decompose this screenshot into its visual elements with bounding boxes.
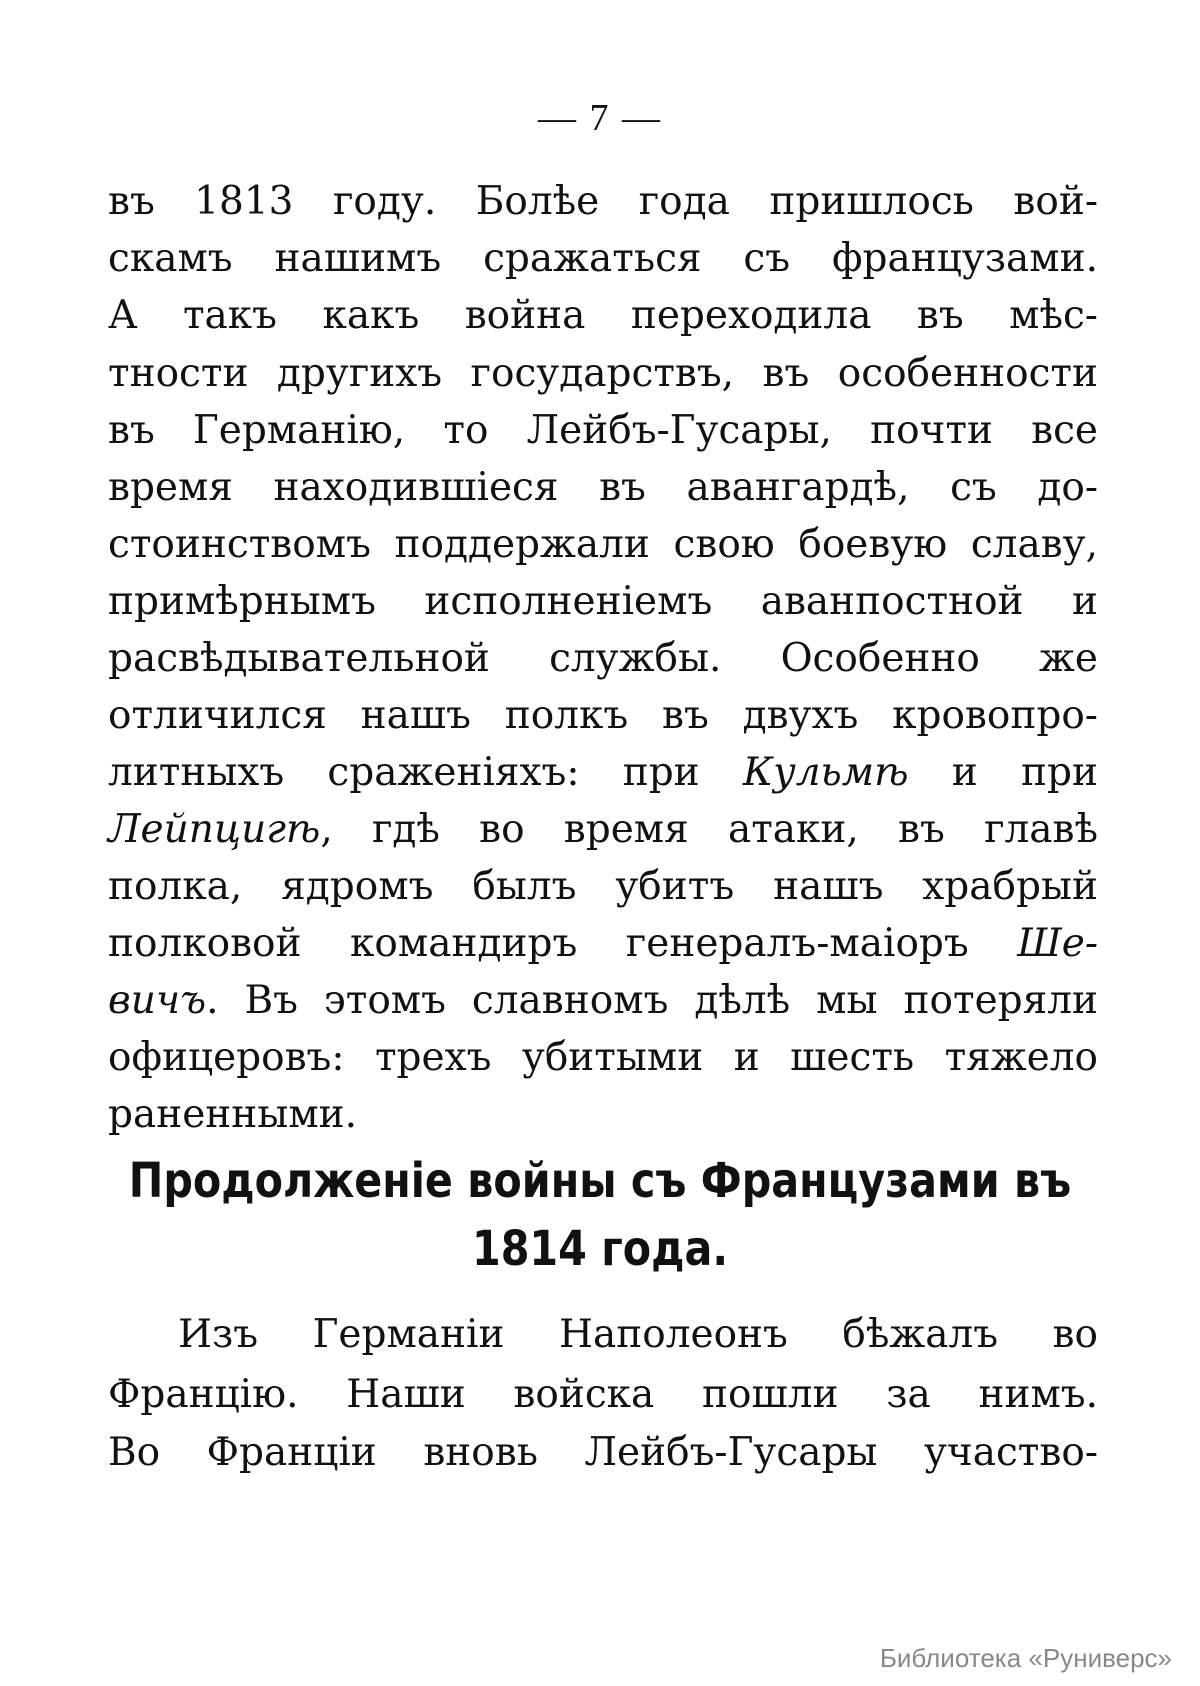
- text-segment: . Въ этомъ славномъ дѣлѣ мы потеряли: [206, 978, 1098, 1023]
- text-line: раненными.: [108, 1092, 358, 1137]
- text-line: [108, 748, 1098, 798]
- person-name-shevich: Ше-: [1017, 921, 1098, 966]
- text-line: Изъ Германіи Наполеонъ бѣжалъ во: [178, 1312, 1098, 1357]
- text-line: [108, 976, 1098, 1026]
- text-line: время находившіеся въ авангардѣ, съ до-: [108, 465, 1098, 510]
- place-name-kulm: Кульмѣ: [742, 750, 909, 795]
- text-line: тности другихъ государствъ, въ особенности: [108, 351, 1098, 396]
- text-line: примѣрнымъ исполненіемъ аванпостной и: [108, 579, 1098, 624]
- text-line: полка, ядромъ былъ убитъ нашъ храбрый: [108, 864, 1098, 909]
- section-heading: Продолженіе войны съ Французами въ: [128, 1153, 1072, 1209]
- place-name-leipzig: Лейпцигѣ: [108, 807, 321, 852]
- person-name-shevich-cont: вичъ: [108, 978, 207, 1023]
- text-segment: , гдѣ во время атаки, въ главѣ: [320, 807, 1098, 852]
- text-segment: и при: [908, 750, 1098, 795]
- text-line: стоинствомъ поддержали свою боевую славу,: [108, 522, 1098, 567]
- text-line: Францію. Наши войска пошли за нимъ.: [108, 1372, 1098, 1417]
- text-segment: литныхъ сраженіяхъ: при: [108, 750, 743, 795]
- section-heading: 1814 года.: [471, 1221, 729, 1277]
- text-line: скамъ нашимъ сражаться съ французами.: [108, 236, 1098, 281]
- text-line: въ 1813 году. Болѣе года пришлось вой-: [108, 179, 1098, 224]
- page-number: — 7 —: [538, 97, 662, 139]
- text-line: А такъ какъ война переходила въ мѣс-: [108, 293, 1098, 338]
- text-line: въ Германію, то Лейбъ-Гусары, почти все: [108, 408, 1098, 453]
- text-line: расвѣдывательной службы. Особенно же: [108, 636, 1098, 681]
- text-segment: полковой командиръ генералъ-маіоръ: [108, 921, 1018, 966]
- text-line: [108, 805, 1098, 855]
- text-line: отличился нашъ полкъ въ двухъ кровопро-: [108, 693, 1098, 738]
- text-line: [108, 919, 1098, 969]
- text-line: офицеровъ: трехъ убитыми и шесть тяжело: [108, 1035, 1098, 1080]
- library-watermark: Библиотека «Руниверс»: [879, 1643, 1172, 1673]
- text-line: Во Франціи вновь Лейбъ-Гусары участво-: [108, 1430, 1098, 1475]
